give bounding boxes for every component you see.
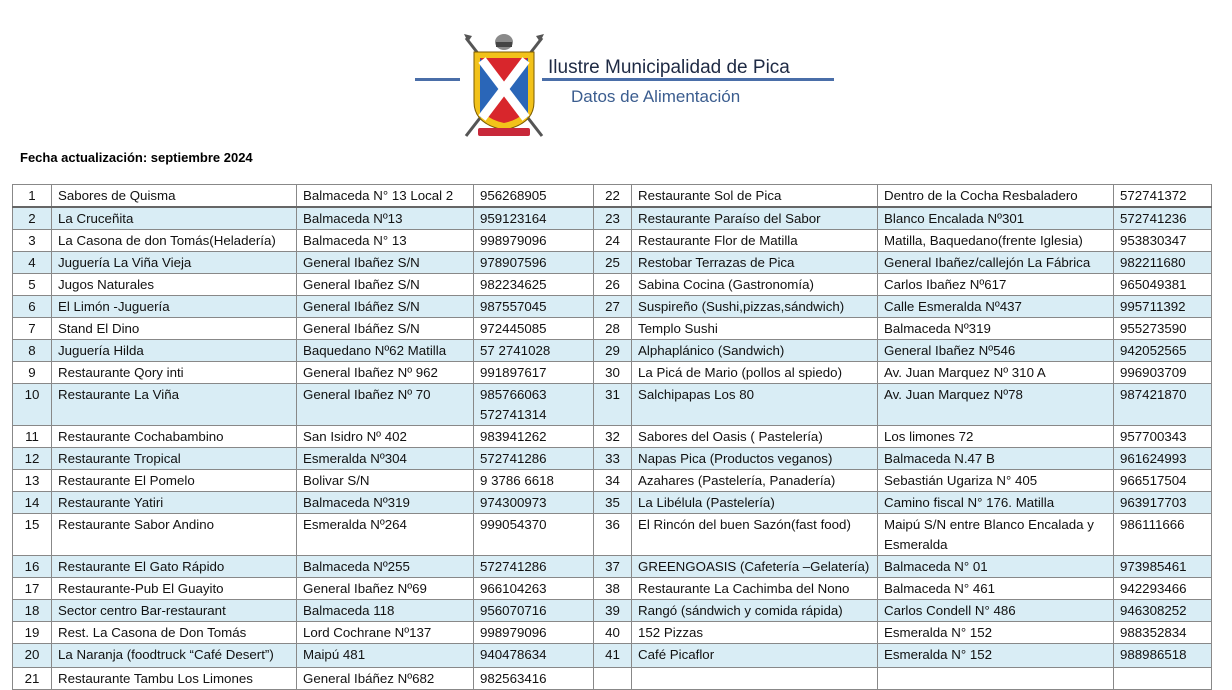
right-num-cell: 40: [594, 622, 632, 644]
right-phone-cell: 955273590: [1114, 318, 1212, 340]
right-num-cell: 38: [594, 578, 632, 600]
right-address-cell: Balmaceda N° 01: [878, 556, 1114, 578]
right-address-cell: Los limones 72: [878, 426, 1114, 448]
left-num-cell: 21: [13, 668, 52, 690]
right-address-cell: Av. Juan Marquez Nº 310 A: [878, 362, 1114, 384]
left-address-cell: Baquedano Nº62 Matilla: [297, 340, 474, 362]
right-name-cell: Restaurante Flor de Matilla: [632, 230, 878, 252]
left-num-cell: 5: [13, 274, 52, 296]
left-num-cell: 1: [13, 185, 52, 208]
right-address-cell: Av. Juan Marquez Nº78: [878, 384, 1114, 426]
left-num-cell: 17: [13, 578, 52, 600]
left-phone-cell: 972445085: [474, 318, 594, 340]
food-establishments-table: [12, 184, 1212, 690]
right-num-cell: [594, 668, 632, 690]
right-num-cell: 41: [594, 644, 632, 668]
left-num-cell: 9: [13, 362, 52, 384]
left-name-cell: Restaurante Sabor Andino: [52, 514, 297, 556]
right-num-cell: 22: [594, 185, 632, 208]
left-address-cell: General Ibañez Nº69: [297, 578, 474, 600]
right-name-cell: La Picá de Mario (pollos al spiedo): [632, 362, 878, 384]
right-name-cell: Napas Pica (Productos veganos): [632, 448, 878, 470]
right-name-cell: 152 Pizzas: [632, 622, 878, 644]
left-address-cell: Bolivar S/N: [297, 470, 474, 492]
left-name-cell: El Limón -Juguería: [52, 296, 297, 318]
right-phone-cell: 572741236: [1114, 207, 1212, 230]
right-address-cell: Esmeralda N° 152: [878, 622, 1114, 644]
right-phone-cell: 988986518: [1114, 644, 1212, 668]
left-name-cell: Restaurante Tambu Los Limones: [52, 668, 297, 690]
table-row: [13, 362, 1212, 384]
left-address-cell: Balmaceda Nº13: [297, 207, 474, 230]
right-address-cell: Dentro de la Cocha Resbaladero: [878, 185, 1114, 208]
right-num-cell: 36: [594, 514, 632, 556]
left-name-cell: Jugos Naturales: [52, 274, 297, 296]
left-address-cell: Balmaceda Nº255: [297, 556, 474, 578]
left-phone-cell: 978907596: [474, 252, 594, 274]
left-num-cell: 19: [13, 622, 52, 644]
right-num-cell: 34: [594, 470, 632, 492]
left-address-cell: General Ibañez S/N: [297, 252, 474, 274]
table-row: [13, 426, 1212, 448]
table-row: [13, 578, 1212, 600]
right-phone-cell: 957700343: [1114, 426, 1212, 448]
left-phone-cell: 998979096: [474, 622, 594, 644]
left-phone-cell: 985766063 572741314: [474, 384, 594, 426]
left-name-cell: Sector centro Bar-restaurant: [52, 600, 297, 622]
right-num-cell: 39: [594, 600, 632, 622]
left-name-cell: Restaurante El Pomelo: [52, 470, 297, 492]
left-name-cell: Restaurante-Pub El Guayito: [52, 578, 297, 600]
left-name-cell: Restaurante Qory inti: [52, 362, 297, 384]
right-phone-cell: 942052565: [1114, 340, 1212, 362]
right-name-cell: El Rincón del buen Sazón(fast food): [632, 514, 878, 556]
right-address-cell: Sebastián Ugariza N° 405: [878, 470, 1114, 492]
right-num-cell: 26: [594, 274, 632, 296]
left-address-cell: General Ibañez S/N: [297, 274, 474, 296]
organization-title: Ilustre Municipalidad de Pica: [548, 57, 790, 78]
left-address-cell: Esmeralda Nº304: [297, 448, 474, 470]
left-address-cell: Balmaceda N° 13 Local 2: [297, 185, 474, 208]
table-row: [13, 384, 1212, 426]
right-name-cell: Café Picaflor: [632, 644, 878, 668]
right-address-cell: Camino fiscal N° 176. Matilla: [878, 492, 1114, 514]
left-name-cell: Restaurante El Gato Rápido: [52, 556, 297, 578]
right-name-cell: Suspireño (Sushi,pizzas,sándwich): [632, 296, 878, 318]
left-num-cell: 18: [13, 600, 52, 622]
left-phone-cell: 956070716: [474, 600, 594, 622]
update-date-label: Fecha actualización: septiembre 2024: [20, 150, 253, 165]
right-name-cell: Restaurante Sol de Pica: [632, 185, 878, 208]
table-row: [13, 600, 1212, 622]
left-num-cell: 7: [13, 318, 52, 340]
left-name-cell: La Casona de don Tomás(Heladería): [52, 230, 297, 252]
right-phone-cell: 942293466: [1114, 578, 1212, 600]
left-phone-cell: 9 3786 6618: [474, 470, 594, 492]
right-num-cell: 33: [594, 448, 632, 470]
left-phone-cell: 956268905: [474, 185, 594, 208]
left-phone-cell: 999054370: [474, 514, 594, 556]
table-row: [13, 470, 1212, 492]
right-phone-cell: 996903709: [1114, 362, 1212, 384]
left-name-cell: Sabores de Quisma: [52, 185, 297, 208]
left-phone-cell: 57 2741028: [474, 340, 594, 362]
right-name-cell: Sabores del Oasis ( Pastelería): [632, 426, 878, 448]
right-num-cell: 24: [594, 230, 632, 252]
table-row: [13, 185, 1212, 208]
left-name-cell: Restaurante La Viña: [52, 384, 297, 426]
table-body: [13, 185, 1212, 690]
left-name-cell: La Cruceñita: [52, 207, 297, 230]
right-phone-cell: 946308252: [1114, 600, 1212, 622]
left-address-cell: General Ibañez Nº 962: [297, 362, 474, 384]
right-name-cell: Restaurante La Cachimba del Nono: [632, 578, 878, 600]
right-phone-cell: 965049381: [1114, 274, 1212, 296]
right-num-cell: 30: [594, 362, 632, 384]
right-address-cell: General Ibañez Nº546: [878, 340, 1114, 362]
right-address-cell: Maipú S/N entre Blanco Encalada y Esmeralda: [878, 514, 1114, 556]
right-phone-cell: [1114, 668, 1212, 690]
left-name-cell: Restaurante Cochabambino: [52, 426, 297, 448]
left-address-cell: San Isidro Nº 402: [297, 426, 474, 448]
left-address-cell: General Ibáñez Nº682: [297, 668, 474, 690]
left-num-cell: 11: [13, 426, 52, 448]
right-address-cell: Matilla, Baquedano(frente Iglesia): [878, 230, 1114, 252]
left-num-cell: 4: [13, 252, 52, 274]
left-phone-cell: 991897617: [474, 362, 594, 384]
right-address-cell: Calle Esmeralda Nº437: [878, 296, 1114, 318]
right-name-cell: Rangó (sándwich y comida rápida): [632, 600, 878, 622]
left-phone-cell: 987557045: [474, 296, 594, 318]
table-row: [13, 252, 1212, 274]
left-name-cell: Rest. La Casona de Don Tomás: [52, 622, 297, 644]
right-name-cell: Salchipapas Los 80: [632, 384, 878, 426]
left-name-cell: La Naranja (foodtruck “Café Desert”): [52, 644, 297, 668]
right-phone-cell: 973985461: [1114, 556, 1212, 578]
table-row: [13, 668, 1212, 690]
left-address-cell: General Ibañez Nº 70: [297, 384, 474, 426]
left-address-cell: Balmaceda N° 13: [297, 230, 474, 252]
right-address-cell: Blanco Encalada Nº301: [878, 207, 1114, 230]
left-address-cell: Balmaceda Nº319: [297, 492, 474, 514]
table-row: [13, 622, 1212, 644]
left-num-cell: 16: [13, 556, 52, 578]
table-row: [13, 448, 1212, 470]
left-num-cell: 8: [13, 340, 52, 362]
left-address-cell: Lord Cochrane Nº137: [297, 622, 474, 644]
right-phone-cell: 966517504: [1114, 470, 1212, 492]
left-phone-cell: 572741286: [474, 448, 594, 470]
left-phone-cell: 959123164: [474, 207, 594, 230]
right-name-cell: Templo Sushi: [632, 318, 878, 340]
right-address-cell: Balmaceda N.47 B: [878, 448, 1114, 470]
left-num-cell: 20: [13, 644, 52, 668]
right-num-cell: 23: [594, 207, 632, 230]
right-phone-cell: 988352834: [1114, 622, 1212, 644]
table-row: [13, 207, 1212, 230]
left-phone-cell: 940478634: [474, 644, 594, 668]
right-name-cell: Restobar Terrazas de Pica: [632, 252, 878, 274]
right-phone-cell: 986111666: [1114, 514, 1212, 556]
right-num-cell: 35: [594, 492, 632, 514]
table-row: [13, 492, 1212, 514]
right-name-cell: Sabina Cocina (Gastronomía): [632, 274, 878, 296]
municipal-crest-icon: [460, 32, 548, 140]
table-row: [13, 274, 1212, 296]
right-num-cell: 25: [594, 252, 632, 274]
left-phone-cell: 998979096: [474, 230, 594, 252]
right-address-cell: Carlos Ibañez Nº617: [878, 274, 1114, 296]
right-num-cell: 29: [594, 340, 632, 362]
left-num-cell: 6: [13, 296, 52, 318]
left-phone-cell: 982234625: [474, 274, 594, 296]
table-row: [13, 644, 1212, 668]
table-row: [13, 318, 1212, 340]
right-name-cell: Azahares (Pastelería, Panadería): [632, 470, 878, 492]
right-name-cell: [632, 668, 878, 690]
left-address-cell: General Ibáñez S/N: [297, 318, 474, 340]
right-name-cell: Restaurante Paraíso del Sabor: [632, 207, 878, 230]
table-row: [13, 296, 1212, 318]
left-phone-cell: 572741286: [474, 556, 594, 578]
right-phone-cell: 982211680: [1114, 252, 1212, 274]
right-num-cell: 28: [594, 318, 632, 340]
right-name-cell: Alphaplánico (Sandwich): [632, 340, 878, 362]
right-phone-cell: 963917703: [1114, 492, 1212, 514]
right-num-cell: 32: [594, 426, 632, 448]
table-row: [13, 230, 1212, 252]
left-num-cell: 2: [13, 207, 52, 230]
right-address-cell: [878, 668, 1114, 690]
document-subtitle: Datos de Alimentación: [571, 87, 741, 106]
left-address-cell: Balmaceda 118: [297, 600, 474, 622]
header-rule-left: [415, 78, 460, 81]
right-name-cell: GREENGOASIS (Cafetería –Gelatería): [632, 556, 878, 578]
table-row: [13, 556, 1212, 578]
right-num-cell: 27: [594, 296, 632, 318]
left-num-cell: 12: [13, 448, 52, 470]
left-name-cell: Restaurante Tropical: [52, 448, 297, 470]
page-header: [0, 0, 1232, 150]
left-phone-cell: 982563416: [474, 668, 594, 690]
right-phone-cell: 987421870: [1114, 384, 1212, 426]
right-address-cell: Balmaceda N° 461: [878, 578, 1114, 600]
left-phone-cell: 983941262: [474, 426, 594, 448]
table-row: [13, 514, 1212, 556]
left-num-cell: 10: [13, 384, 52, 426]
left-address-cell: Maipú 481: [297, 644, 474, 668]
right-phone-cell: 995711392: [1114, 296, 1212, 318]
left-phone-cell: 974300973: [474, 492, 594, 514]
right-address-cell: Esmeralda N° 152: [878, 644, 1114, 668]
left-num-cell: 3: [13, 230, 52, 252]
left-address-cell: Esmeralda Nº264: [297, 514, 474, 556]
right-num-cell: 37: [594, 556, 632, 578]
right-address-cell: Carlos Condell N° 486: [878, 600, 1114, 622]
right-phone-cell: 953830347: [1114, 230, 1212, 252]
left-phone-cell: 966104263: [474, 578, 594, 600]
left-name-cell: Stand El Dino: [52, 318, 297, 340]
left-num-cell: 13: [13, 470, 52, 492]
right-address-cell: General Ibañez/callejón La Fábrica: [878, 252, 1114, 274]
left-num-cell: 15: [13, 514, 52, 556]
left-name-cell: Juguería La Viña Vieja: [52, 252, 297, 274]
left-num-cell: 14: [13, 492, 52, 514]
table-row: [13, 340, 1212, 362]
right-num-cell: 31: [594, 384, 632, 426]
left-address-cell: General Ibáñez S/N: [297, 296, 474, 318]
left-name-cell: Restaurante Yatiri: [52, 492, 297, 514]
right-address-cell: Balmaceda Nº319: [878, 318, 1114, 340]
right-phone-cell: 572741372: [1114, 185, 1212, 208]
right-name-cell: La Libélula (Pastelería): [632, 492, 878, 514]
left-name-cell: Juguería Hilda: [52, 340, 297, 362]
right-phone-cell: 961624993: [1114, 448, 1212, 470]
